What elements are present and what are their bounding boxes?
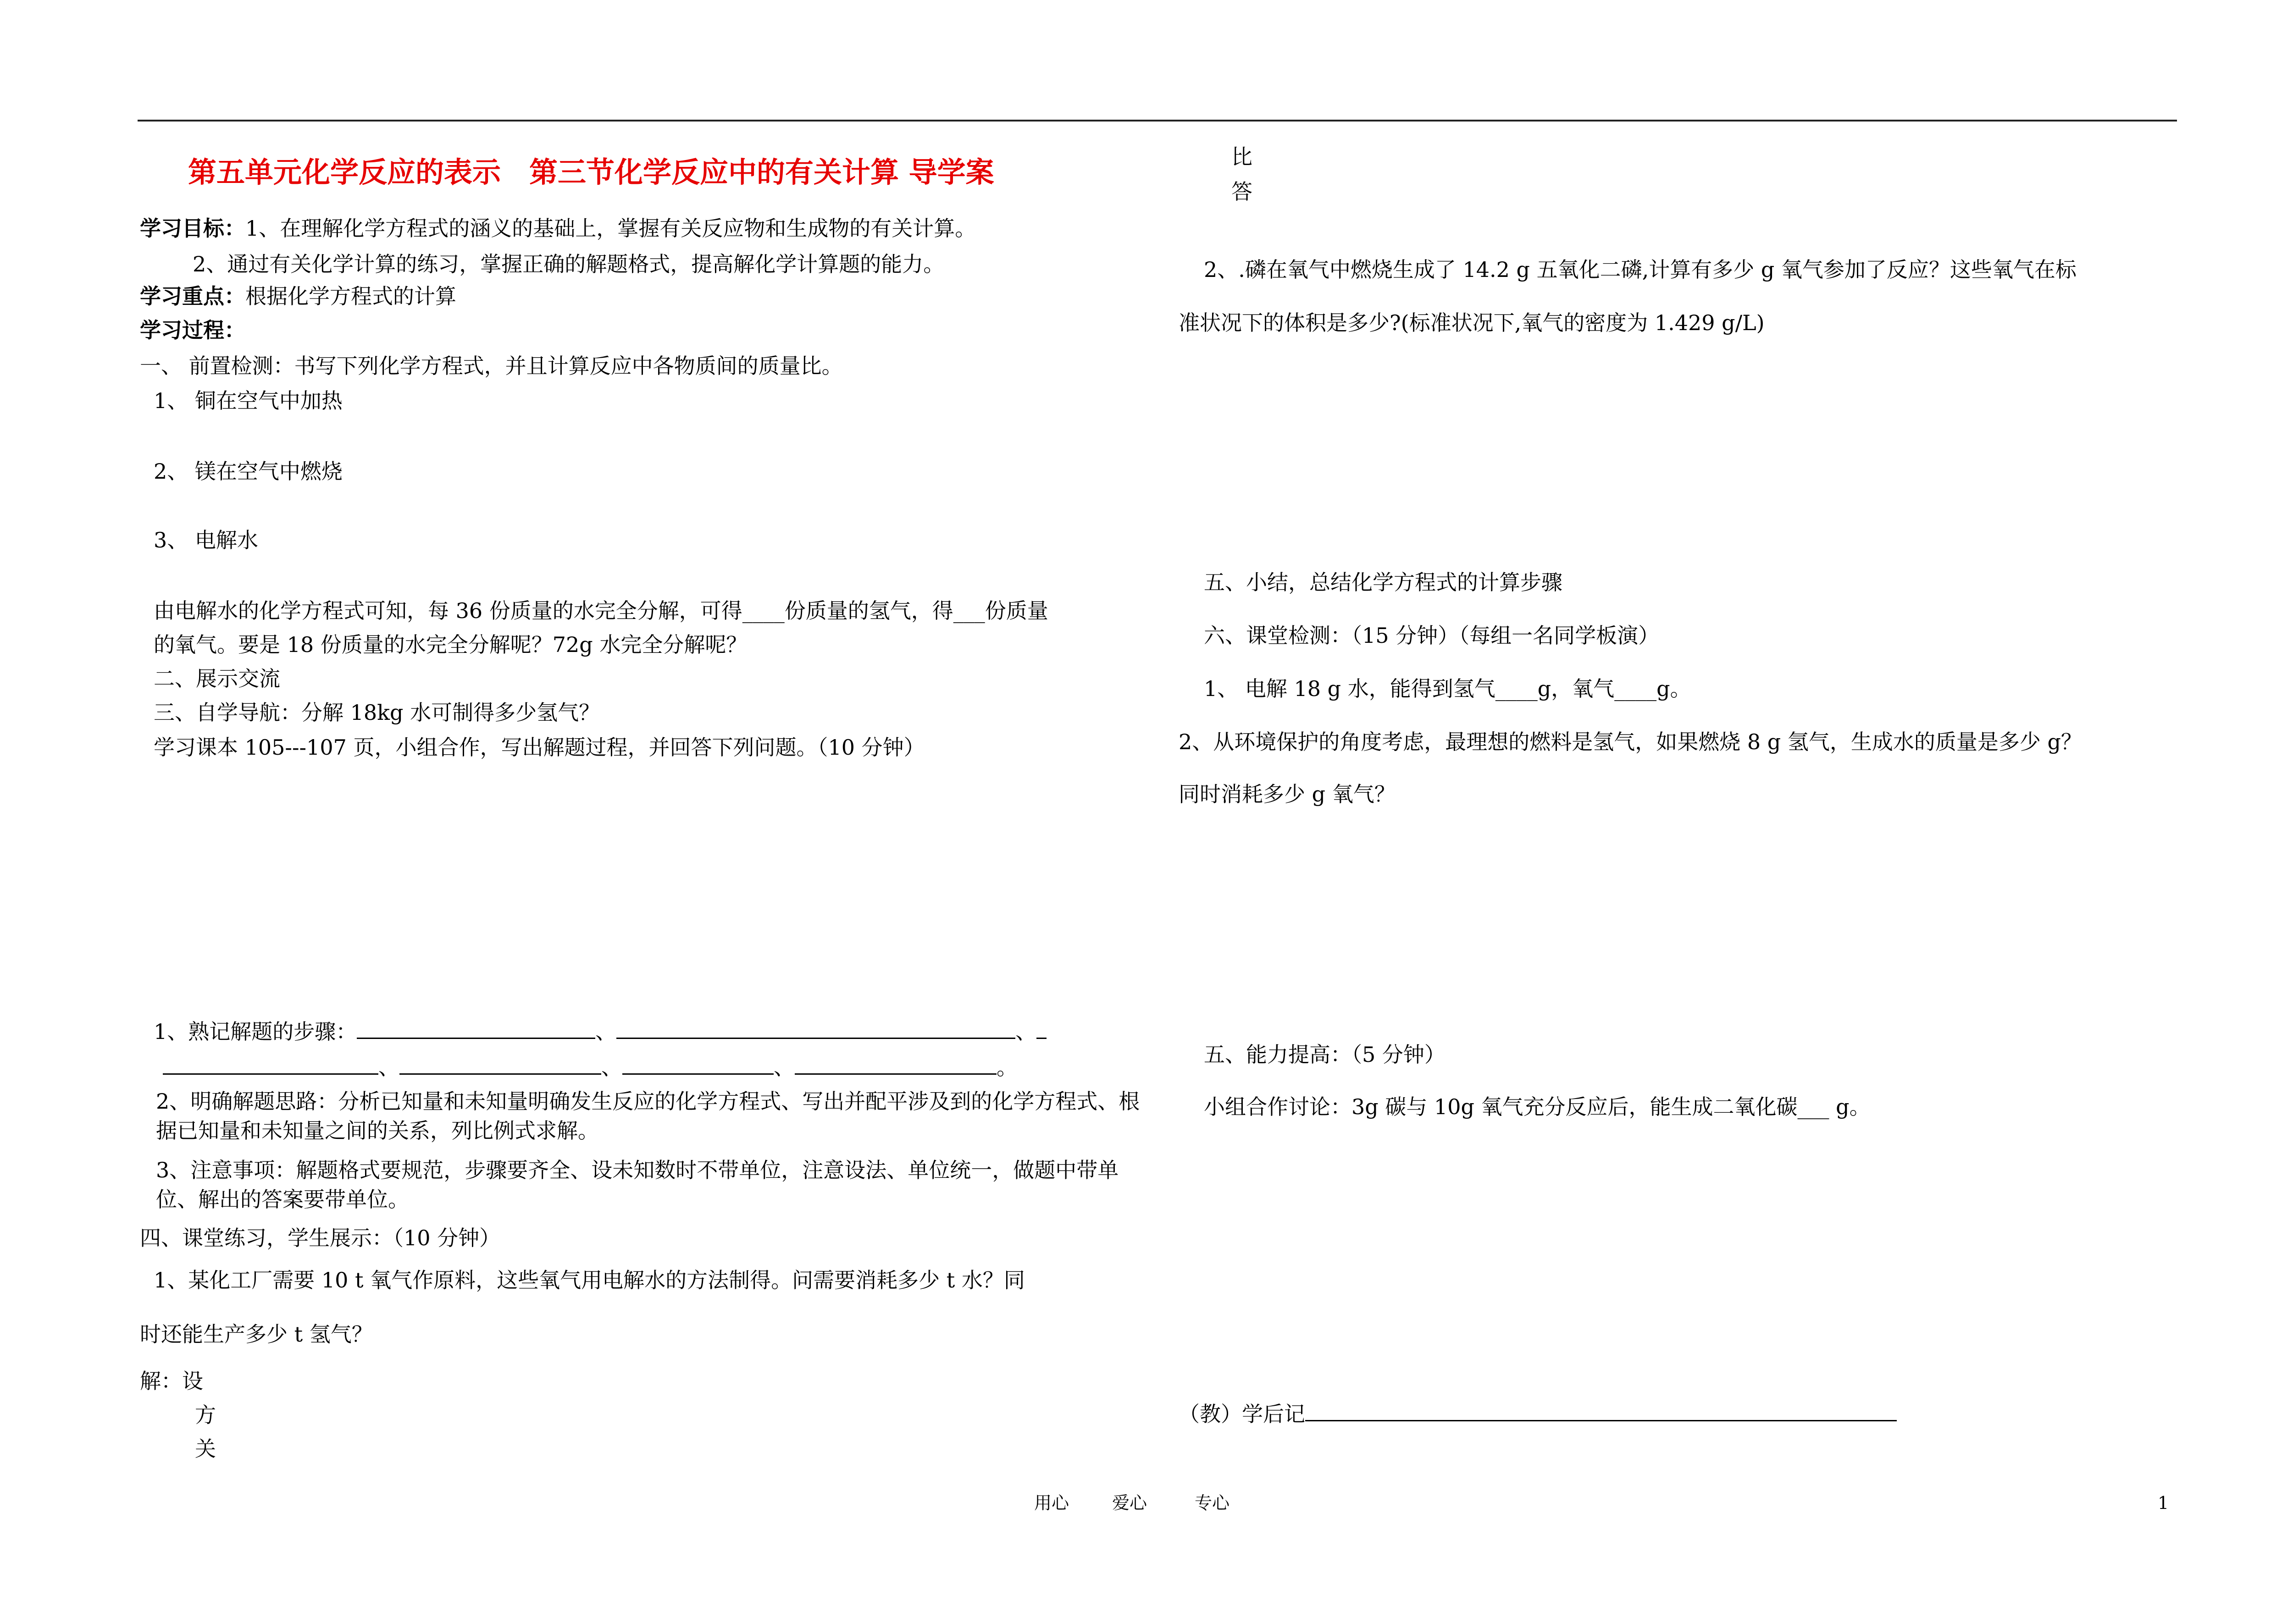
exercise-2-line-2: 准状况下的体积是多少?(标准状况下,氧气的密度为 1.429 g/L) <box>1179 310 1765 335</box>
section-5-summary: 五、小结，总结化学方程式的计算步骤 <box>1204 570 1562 595</box>
separator: 、 <box>378 1055 399 1080</box>
step-blank-1[interactable] <box>357 1017 595 1039</box>
question-magnesium-burning: 2、 镁在空气中燃烧 <box>154 459 343 484</box>
reflection-line <box>1179 1399 1897 1429</box>
separator: 、 <box>595 1019 617 1044</box>
step-blank-3[interactable] <box>163 1053 378 1075</box>
solution-step-relation: 关 <box>195 1436 216 1461</box>
footer-motto-1: 用心 <box>1034 1493 1069 1513</box>
solution-label: 解：设 <box>140 1369 203 1393</box>
notes: 3、注意事项：解题格式要规范，步骤要齐全、设未知数时不带单位，注意设法、单位统一，做题中带单位、解出的答案要带单位。 <box>156 1158 1119 1212</box>
solving-steps-line-1 <box>154 1017 1047 1046</box>
step-blank-6[interactable] <box>795 1053 997 1075</box>
separator: 、 <box>774 1055 795 1080</box>
solution-step-answer: 答 <box>1231 179 1252 204</box>
header-rule <box>138 120 2177 122</box>
reflection-blank[interactable] <box>1305 1400 1897 1421</box>
ability-heading: 五、能力提高：（5 分钟） <box>1204 1042 1446 1067</box>
section-2-heading: 二、展示交流 <box>154 666 280 691</box>
solution-step-assume: 设 <box>182 1369 203 1393</box>
electrolysis-paragraph-line-2: 的氧气。要是 18 份质量的水完全分解呢？72g 水完全分解呢？ <box>154 632 748 657</box>
learning-goal-1-text: 1、在理解化学方程式的涵义的基础上，掌握有关反应物和生成物的有关计算。 <box>245 216 976 241</box>
step-blank-3-start[interactable] <box>1036 1017 1047 1039</box>
solving-steps-label: 1、熟记解题的步骤： <box>154 1019 357 1044</box>
section-3-detail: 学习课本 105---107 页，小组合作，写出解题过程，并回答下列问题。（10 分钟） <box>154 735 925 760</box>
separator: 、 <box>1015 1019 1037 1044</box>
end-mark: 。 <box>997 1055 1018 1080</box>
learning-process-label: 学习过程： <box>140 318 245 342</box>
test-question-1: 1、 电解 18 g 水，能得到氢气____g，氧气____g。 <box>1204 676 1691 701</box>
page-number: 1 <box>2158 1493 2169 1513</box>
learning-focus-label: 学习重点： <box>140 284 245 309</box>
learning-goal-2: 2、通过有关化学计算的练习，掌握正确的解题格式，提高解化学计算题的能力。 <box>193 252 945 276</box>
learning-focus <box>140 282 456 311</box>
solution-step-ratio: 比 <box>1231 144 1252 169</box>
test-question-2-line-1: 2、从环境保护的角度考虑，最理想的燃料是氢气，如果燃烧 8 g 氢气，生成水的质量是多少 g？ <box>1179 729 2082 754</box>
step-blank-5[interactable] <box>622 1053 774 1075</box>
group-discussion: 小组合作讨论：3g 碳与 10g 氧气充分反应后，能生成二氧化碳___ g。 <box>1204 1094 1871 1119</box>
solving-steps-line-2 <box>163 1053 1018 1082</box>
learning-goal-1 <box>140 214 976 243</box>
question-copy-heating: 1、 铜在空气中加热 <box>154 388 343 413</box>
section-4-heading: 四、课堂练习，学生展示：（10 分钟） <box>140 1226 501 1250</box>
section-6-heading: 六、课堂检测：（15 分钟）（每组一名同学板演） <box>1204 623 1660 648</box>
footer-motto-3: 专心 <box>1195 1493 1230 1513</box>
exercise-1-line-1: 1、某化工厂需要 10 t 氧气作原料，这些氧气用电解水的方法制得。问需要消耗多少 t 水？同 <box>154 1268 1025 1293</box>
test-question-2-line-2: 同时消耗多少 g 氧气？ <box>1179 782 1396 806</box>
learning-focus-text: 根据化学方程式的计算 <box>245 284 456 309</box>
page-title: 第五单元化学反应的表示 第三节化学反应中的有关计算 导学案 <box>188 155 994 189</box>
learning-goal-label: 学习目标： <box>140 216 245 241</box>
separator: 、 <box>601 1055 622 1080</box>
solving-thinking: 2、明确解题思路：分析已知量和未知量明确发生反应的化学方程式、写出并配平涉及到的化学方程式、根据已知量和未知量之间的关系，列比例式求解。 <box>156 1089 1140 1143</box>
step-blank-2[interactable] <box>616 1017 1015 1039</box>
solution-step-equation: 方 <box>195 1403 216 1427</box>
question-electrolysis: 3、 电解水 <box>154 528 258 552</box>
exercise-1-line-2: 时还能生产多少 t 氢气？ <box>140 1322 373 1347</box>
reflection-label: （教）学后记 <box>1179 1402 1305 1426</box>
step-blank-4[interactable] <box>399 1053 601 1075</box>
electrolysis-paragraph-line-1: 由电解水的化学方程式可知，每 36 份质量的水完全分解，可得____份质量的氢气，得___份质量 <box>154 598 1048 623</box>
exercise-2-line-1: 2、.磷在氧气中燃烧生成了 14.2 g 五氧化二磷,计算有多少 g 氧气参加了反应？这些氧气在标 <box>1204 257 2077 282</box>
section-1-heading: 一、 前置检测：书写下列化学方程式，并且计算反应中各物质间的质量比。 <box>140 354 843 378</box>
footer-motto-2: 爱心 <box>1112 1493 1147 1513</box>
section-3-heading: 三、自学导航：分解 18kg 水可制得多少氢气？ <box>154 700 600 725</box>
